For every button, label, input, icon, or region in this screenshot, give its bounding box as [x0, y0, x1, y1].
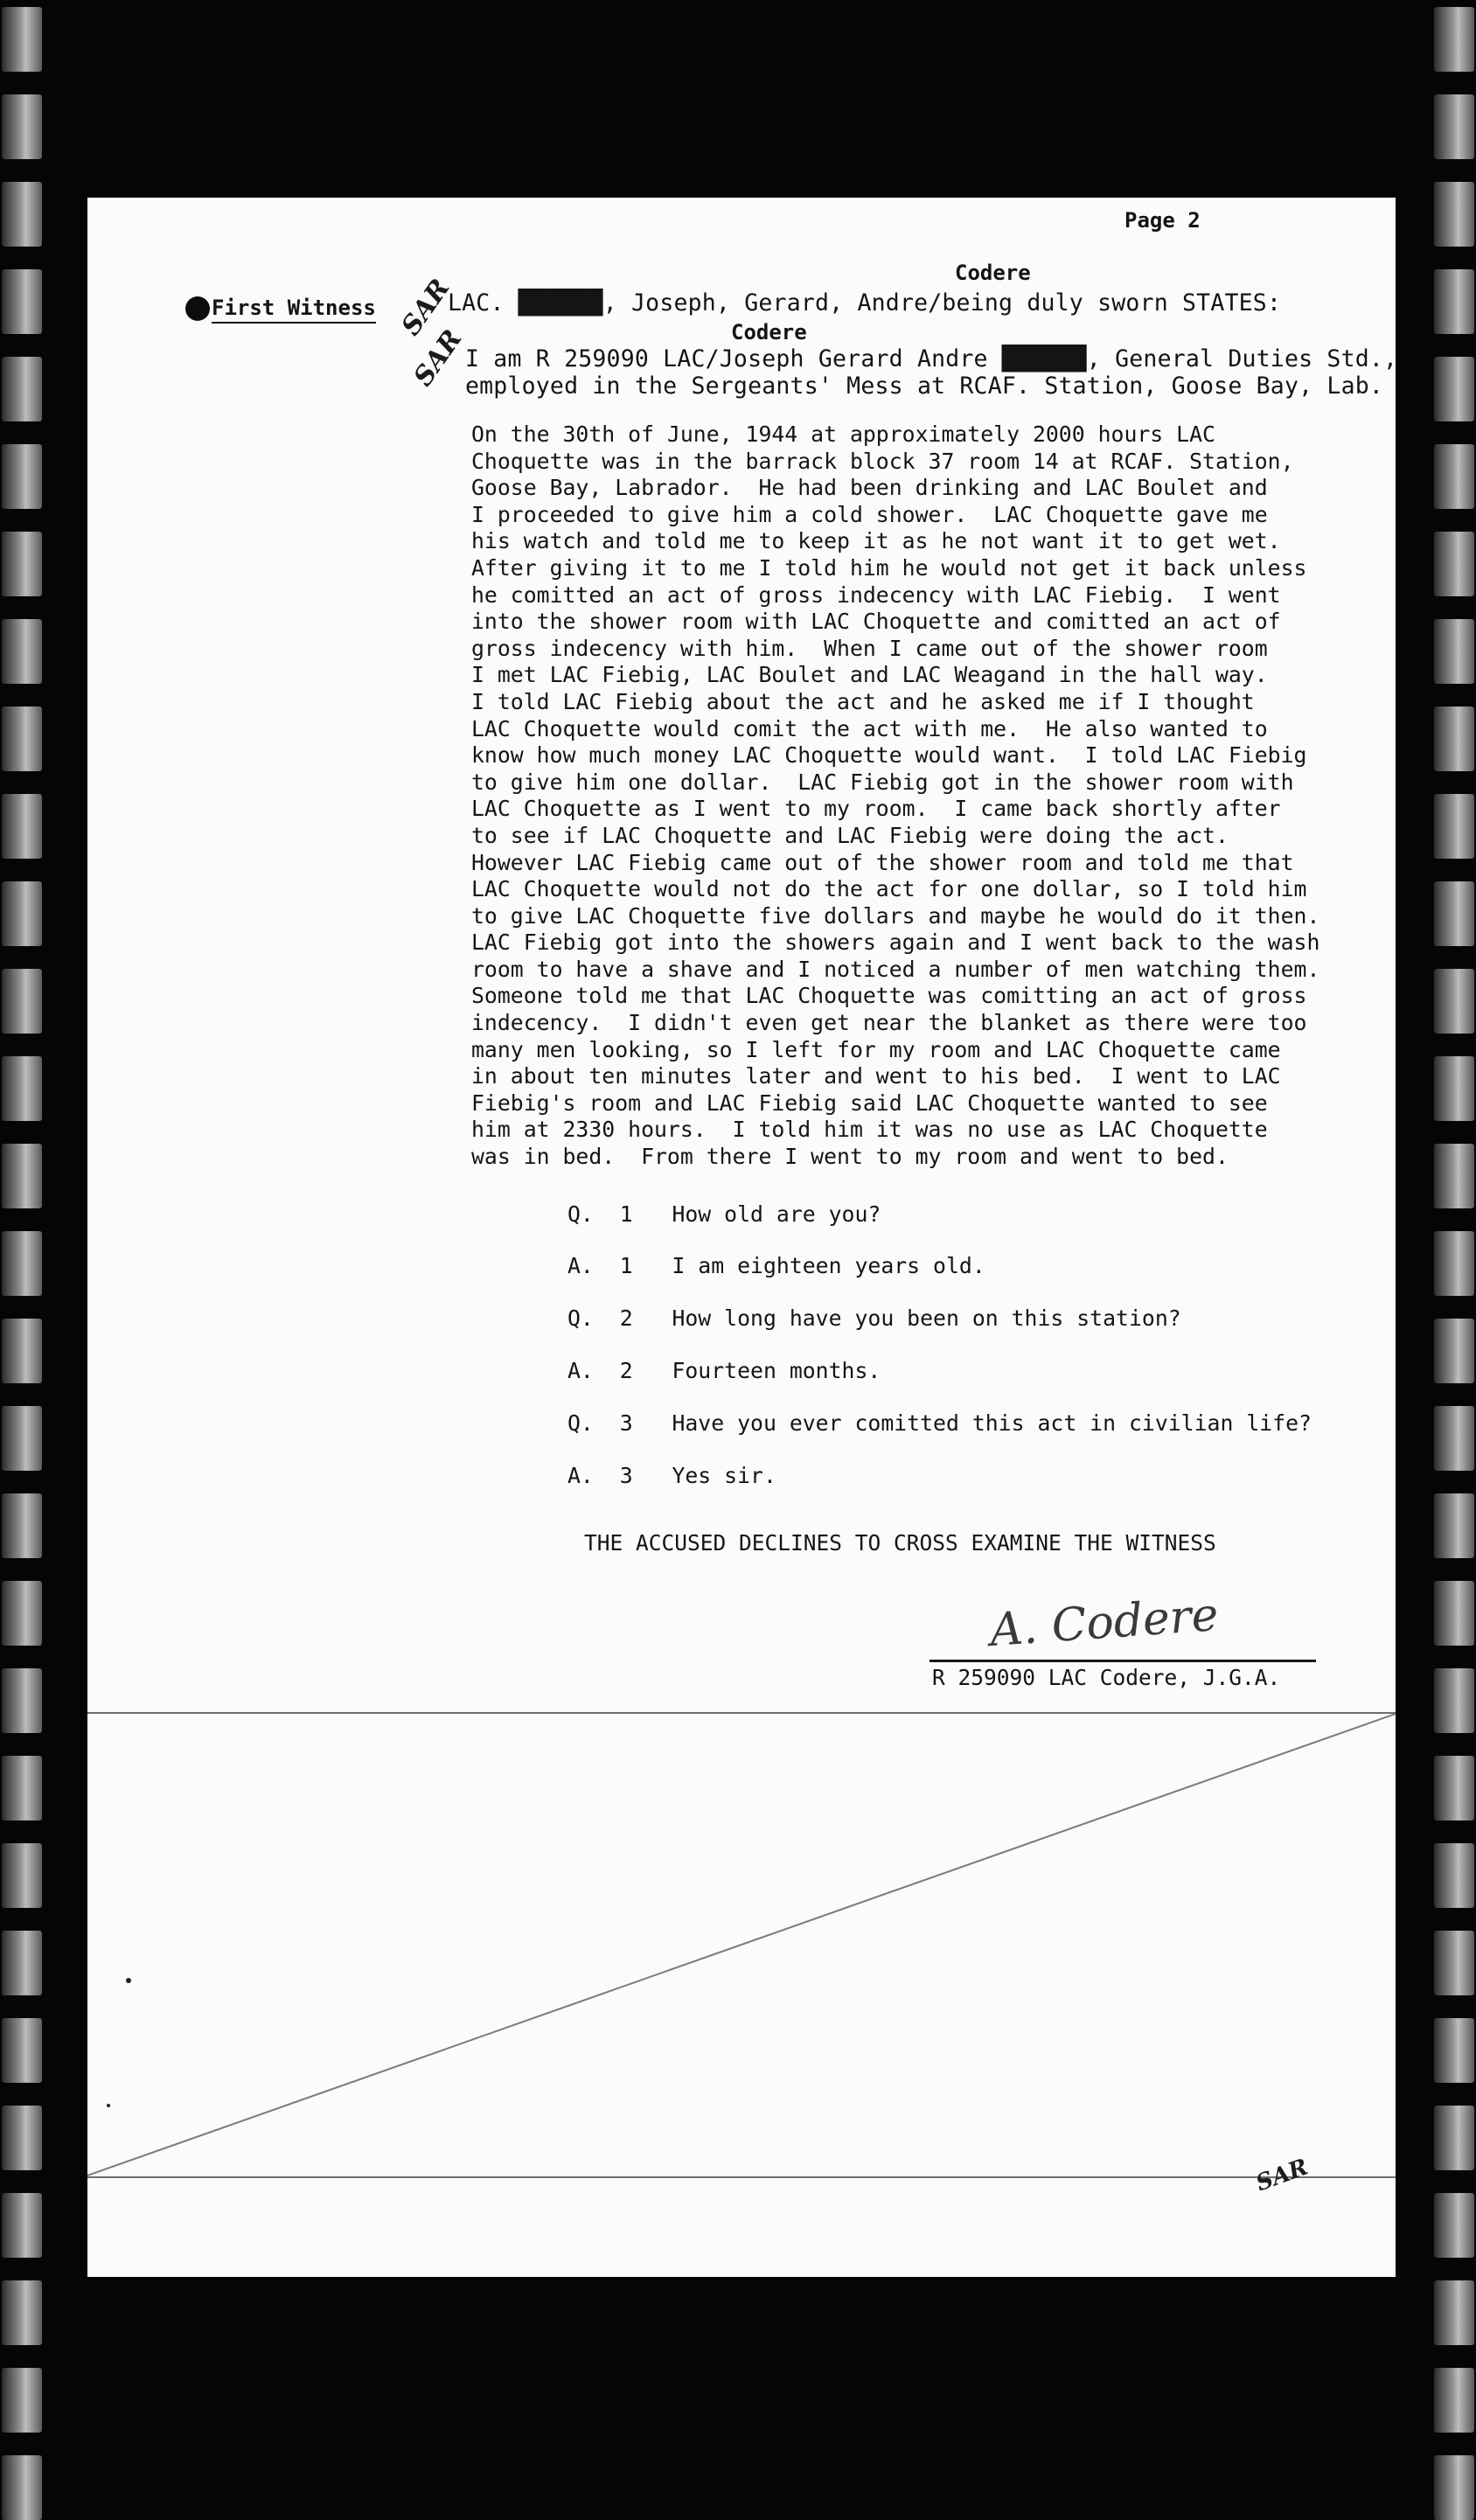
- film-perforation: [2, 1931, 42, 1995]
- statement-line: to give him one dollar. LAC Fiebig got in the shower room with: [471, 769, 1294, 795]
- film-perforation: [1434, 881, 1474, 946]
- statement-line: However LAC Fiebig came out of the shower room and told me that: [471, 849, 1294, 875]
- qa-text: Have you ever comitted this act in civilian life?: [672, 1410, 1312, 1436]
- film-perforation: [1434, 1756, 1474, 1820]
- footer-initials: SAR: [1252, 2154, 1312, 2197]
- statement-line: Fiebig's room and LAC Fiebig said LAC Choquette wanted to see: [471, 1089, 1268, 1116]
- film-perforation: [1434, 2106, 1474, 2170]
- film-perforation: [2, 707, 42, 771]
- witness-label: [185, 296, 376, 321]
- statement-line: LAC Choquette would comit the act with me. He also wanted to: [471, 715, 1268, 741]
- film-perforation: [1434, 619, 1474, 684]
- film-perforation: [2, 2368, 42, 2433]
- film-perforation: [2, 2018, 42, 2083]
- qa-item: [567, 1410, 1312, 1436]
- statement-line: his watch and told me to keep it as he not want it to get wet.: [471, 528, 1281, 554]
- film-perforation: [1434, 1581, 1474, 1646]
- qa-item: [567, 1463, 776, 1488]
- film-perforation: [1434, 1231, 1474, 1296]
- page-number: Page 2: [1124, 208, 1201, 233]
- film-perforation: [1434, 2193, 1474, 2258]
- qa-text: How old are you?: [672, 1201, 881, 1227]
- film-perforation: [2, 1056, 42, 1121]
- statement-paragraph: [471, 421, 1389, 1171]
- film-perforation: [2, 94, 42, 159]
- statement-line: in about ten minutes later and went to his bed. I went to LAC: [471, 1063, 1281, 1089]
- statement-line: On the 30th of June, 1944 at approximately 2000 hours LAC: [471, 421, 1215, 447]
- statement-line: many men looking, so I left for my room and LAC Choquette came: [471, 1036, 1281, 1062]
- film-perforation: [1434, 1144, 1474, 1208]
- film-perforation: [2, 444, 42, 509]
- signature-line: [929, 1660, 1316, 1662]
- film-perforation: [2, 1581, 42, 1646]
- inserted-name-intro: Codere: [731, 320, 807, 345]
- qa-item: [567, 1305, 1181, 1331]
- witness-heading-line: LAC. ██████, Joseph, Gerard, Andre/being duly sworn STATES:: [448, 289, 1282, 317]
- qa-item: [567, 1358, 881, 1383]
- statement-line: to give LAC Choquette five dollars and maybe he would do it then.: [471, 902, 1320, 929]
- witness-label-text: First Witness: [212, 296, 376, 324]
- statement-line: into the shower room with LAC Choquette and comitted an act of: [471, 609, 1281, 635]
- handwritten-signature: A. Codere: [988, 1588, 1221, 1658]
- film-perforation: [2, 1756, 42, 1820]
- film-perforation: [2, 1144, 42, 1208]
- margin-initials-second: SAR: [407, 324, 469, 393]
- statement-line: I met LAC Fiebig, LAC Boulet and LAC Weagand in the hall way.: [471, 662, 1268, 688]
- film-perforation: [1434, 1406, 1474, 1471]
- statement-line: After giving it to me I told him he would not get it back unless: [471, 554, 1307, 581]
- film-perforation: [2, 794, 42, 859]
- qa-tag: Q. 1: [567, 1201, 633, 1227]
- film-perforation: [1434, 2280, 1474, 2345]
- statement-line: he comitted an act of gross indecency with LAC Fiebig. I went: [471, 581, 1281, 608]
- margin-initials-top: SAR: [395, 273, 456, 342]
- statement-line: LAC Choquette as I went to my room. I came back shortly after: [471, 796, 1281, 822]
- film-perforation: [1434, 1056, 1474, 1121]
- film-perforation: [1434, 1931, 1474, 1995]
- statement-line: Goose Bay, Labrador. He had been drinking and LAC Boulet and: [471, 475, 1268, 501]
- signature-name: R 259090 LAC Codere, J.G.A.: [932, 1665, 1281, 1690]
- ink-speck: [126, 1978, 131, 1983]
- film-perforation: [2, 182, 42, 247]
- qa-text: Yes sir.: [672, 1463, 776, 1488]
- film-perforation: [1434, 1668, 1474, 1733]
- film-perforations-left: [2, 0, 42, 2476]
- statement-line: to see if LAC Choquette and LAC Fiebig were doing the act.: [471, 822, 1229, 848]
- qa-text: Fourteen months.: [672, 1358, 881, 1383]
- film-perforation: [2, 2455, 42, 2520]
- qa-tag: Q. 2: [567, 1305, 633, 1331]
- film-perforation: [1434, 1319, 1474, 1383]
- statement-line: LAC Choquette would not do the act for one dollar, so I told him: [471, 876, 1307, 902]
- film-perforation: [2, 7, 42, 72]
- film-perforation: [1434, 269, 1474, 334]
- statement-line: indecency. I didn't even get near the blanket as there were too: [471, 1010, 1307, 1036]
- film-perforation: [2, 2106, 42, 2170]
- qa-tag: A. 2: [567, 1358, 633, 1383]
- film-perforation: [2, 1668, 42, 1733]
- witness-intro-line-1: I am R 259090 LAC/Joseph Gerard Andre ██████, General Duties Std.,: [465, 345, 1398, 372]
- qa-text: How long have you been on this station?: [672, 1305, 1181, 1331]
- film-perforation: [1434, 357, 1474, 421]
- film-perforation: [1434, 969, 1474, 1034]
- film-perforation: [2, 532, 42, 596]
- film-perforation: [2, 269, 42, 334]
- statement-line: him at 2330 hours. I told him it was no use as LAC Choquette: [471, 1117, 1268, 1143]
- statement-line: gross indecency with him. When I came out of the shower room: [471, 635, 1268, 661]
- statement-line: I proceeded to give him a cold shower. LAC Choquette gave me: [471, 501, 1268, 527]
- film-perforation: [1434, 1843, 1474, 1908]
- inserted-name-heading: Codere: [955, 261, 1031, 285]
- qa-item: [567, 1201, 881, 1227]
- film-perforation: [1434, 94, 1474, 159]
- film-perforation: [2, 2193, 42, 2258]
- cancellation-diagonal: [87, 1714, 1396, 2177]
- closing-statement: THE ACCUSED DECLINES TO CROSS EXAMINE THE WITNESS: [584, 1530, 1216, 1556]
- film-perforation: [2, 881, 42, 946]
- film-perforation: [1434, 182, 1474, 247]
- divider-bottom: [87, 2176, 1396, 2178]
- qa-item: [567, 1253, 985, 1278]
- statement-line: know how much money LAC Choquette would want. I told LAC Fiebig: [471, 742, 1307, 769]
- statement-line: LAC Fiebig got into the showers again and I went back to the wash: [471, 929, 1320, 956]
- film-perforation: [2, 619, 42, 684]
- ink-speck: [107, 2104, 110, 2107]
- document-page: [87, 198, 1396, 2277]
- punch-hole-dot: [185, 296, 210, 321]
- film-perforation: [1434, 794, 1474, 859]
- film-perforation: [1434, 444, 1474, 509]
- film-perforation: [1434, 2368, 1474, 2433]
- statement-line: I told LAC Fiebig about the act and he asked me if I thought: [471, 688, 1255, 714]
- film-perforation: [1434, 532, 1474, 596]
- film-perforation: [2, 1406, 42, 1471]
- film-perforation: [2, 1843, 42, 1908]
- statement-line: Someone told me that LAC Choquette was comitting an act of gross: [471, 983, 1307, 1009]
- film-perforation: [2, 1493, 42, 1558]
- statement-line: Choquette was in the barrack block 37 room 14 at RCAF. Station,: [471, 448, 1294, 474]
- qa-tag: Q. 3: [567, 1410, 633, 1436]
- film-perforation: [2, 357, 42, 421]
- film-perforation: [2, 1231, 42, 1296]
- film-perforation: [1434, 2018, 1474, 2083]
- film-perforation: [1434, 1493, 1474, 1558]
- statement-line: was in bed. From there I went to my room and went to bed.: [471, 1144, 1229, 1170]
- film-perforation: [2, 1319, 42, 1383]
- film-perforation: [1434, 2455, 1474, 2520]
- film-perforation: [1434, 7, 1474, 72]
- statement-line: room to have a shave and I noticed a number of men watching them.: [471, 956, 1320, 982]
- qa-text: I am eighteen years old.: [672, 1253, 985, 1278]
- qa-tag: A. 1: [567, 1253, 633, 1278]
- film-perforation: [2, 2280, 42, 2345]
- film-perforation: [1434, 707, 1474, 771]
- film-perforations-right: [1434, 0, 1474, 2476]
- witness-intro-line-2: employed in the Sergeants' Mess at RCAF. Station, Goose Bay, Lab.: [465, 372, 1384, 400]
- film-perforation: [2, 969, 42, 1034]
- qa-tag: A. 3: [567, 1463, 633, 1488]
